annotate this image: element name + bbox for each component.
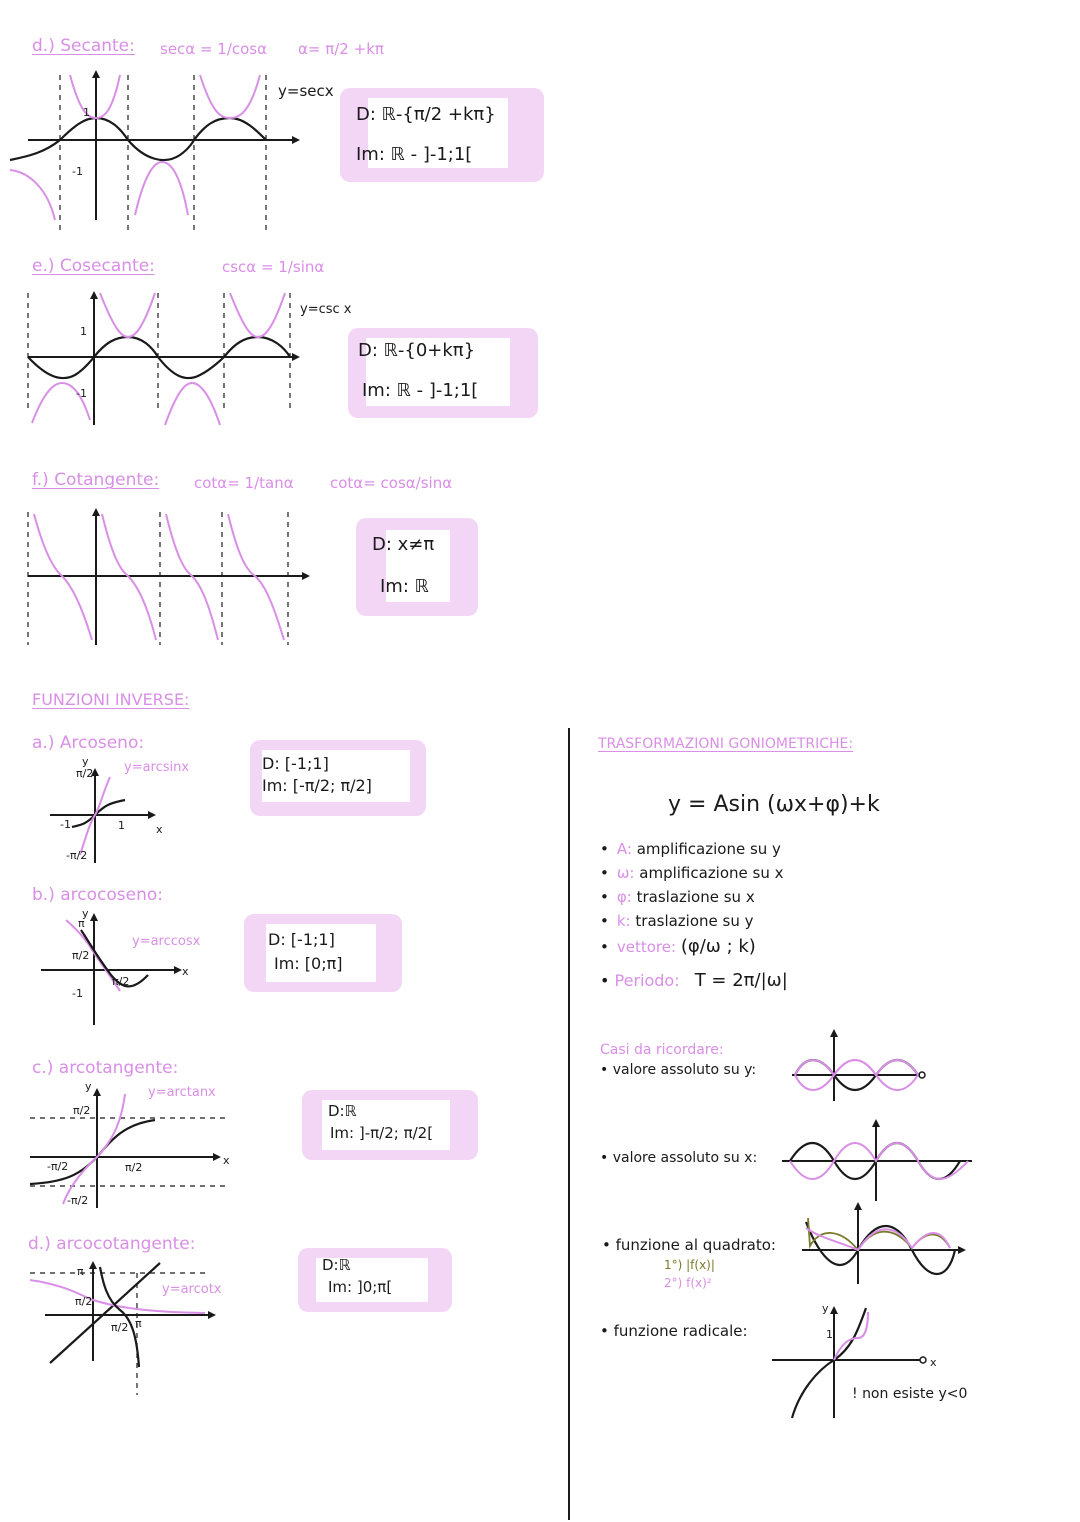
transform-item-a: • A: amplificazione su y [600,840,784,858]
transform-list [600,840,784,963]
cotangent-domain: D: x≠π [372,534,435,555]
case-abs-x-graph [780,1115,980,1205]
svg-text:π: π [78,917,85,930]
arccot-graph [25,1255,235,1395]
cotangent-highlight-box [356,518,478,616]
case-square-graph [800,1198,970,1288]
arccos-title: b.) arcocoseno: [32,885,163,905]
arcsin-curve-label: y=arcsinx [124,760,190,775]
svg-text:π/2: π/2 [72,949,90,962]
cotangent-image: Im: ℝ [380,576,429,597]
secant-image: Im: ℝ - ]-1;1[ [356,144,473,165]
column-divider [568,728,570,1520]
cotangent-definition-2: cotα= cosα/sinα [330,474,453,492]
arccos-graph [36,905,196,1030]
arcsin-domain: D: [-1;1] [262,754,329,773]
period-row: • Periodo: T = 2π/|ω| [600,970,788,991]
transform-item-k: • k: traslazione su y [600,912,784,930]
case-radical-graph [770,1300,950,1430]
svg-text:x: x [156,823,163,836]
svg-text:x: x [223,1154,230,1167]
cosecant-image: Im: ℝ - ]-1;1[ [362,380,479,401]
arccos-domain: D: [-1;1] [268,930,335,949]
transform-formula: y = Asin (ωx+φ)+k [668,792,880,817]
secant-title: d.) Secante: [32,36,135,56]
case-square-step2: 2°) f(x)² [664,1276,712,1290]
svg-text:-π/2: -π/2 [67,1194,89,1207]
cosecant-curve-label: y=csc x [300,302,352,317]
case-square-step1: 1°) |f(x)| [664,1258,715,1272]
period-label: Periodo: [614,971,680,990]
arccot-curve-label: y=arcotx [162,1282,222,1297]
arctan-domain: D:ℝ [328,1102,357,1120]
cosecant-definition: cscα = 1/sinα [222,258,325,276]
secant-highlight-box [340,88,544,182]
cosecant-graph [0,285,340,435]
svg-text:1: 1 [83,106,90,119]
svg-text:π: π [77,1265,84,1278]
case-abs-y-graph [790,1025,930,1105]
svg-text:y: y [82,907,89,920]
cases-heading: Casi da ricordare: [600,1042,724,1058]
transform-item-vector: • vettore: (φ/ω ; k) [600,936,784,957]
arccos-curve-label: y=arccosx [132,934,201,949]
arccos-image: Im: [0;π] [274,954,343,973]
cosecant-domain: D: ℝ-{0+kπ} [358,340,476,361]
arccot-title: d.) arcocotangente: [28,1234,196,1254]
svg-text:-π/2: -π/2 [66,849,88,862]
svg-text:1: 1 [826,1328,833,1341]
case-abs-x: • valore assoluto su x: [600,1150,758,1166]
secant-domain: D: ℝ-{π/2 +kπ} [356,104,496,125]
inverse-heading: FUNZIONI INVERSE: [32,690,190,709]
secant-curve-label: y=secx [278,82,334,100]
arccos-highlight-box [244,914,402,992]
secant-condition: α= π/2 +kπ [298,40,384,58]
svg-text:-1: -1 [60,818,71,831]
svg-text:π/2: π/2 [125,1161,143,1174]
svg-text:π/2: π/2 [73,1104,91,1117]
transform-item-phi: • φ: traslazione su x [600,888,784,906]
svg-text:π/2: π/2 [76,767,94,780]
cosecant-title: e.) Cosecante: [32,256,155,276]
arccot-domain: D:ℝ [322,1256,351,1274]
arcsin-image: Im: [-π/2; π/2] [262,776,372,795]
transform-heading: TRASFORMAZIONI GONIOMETRICHE: [598,736,854,752]
svg-text:x: x [930,1356,937,1369]
case-square: • funzione al quadrato: [602,1236,776,1254]
svg-text:y: y [85,1080,92,1093]
arctan-title: c.) arcotangente: [32,1058,179,1078]
svg-text:π/2: π/2 [111,1321,129,1334]
svg-text:-1: -1 [76,387,87,400]
arctan-image: Im: ]-π/2; π/2[ [330,1124,434,1142]
period-formula: T = 2π/|ω| [694,970,788,991]
svg-text:y: y [822,1302,829,1315]
svg-text:-1: -1 [72,165,83,178]
cotangent-graph [0,500,340,650]
arctan-curve-label: y=arctanx [148,1085,216,1100]
case-radical: • funzione radicale: [600,1322,748,1340]
cotangent-title: f.) Cotangente: [32,470,160,490]
case-radical-note: ! non esiste y<0 [852,1386,968,1402]
secant-definition: secα = 1/cosα [160,40,268,58]
case-abs-y: • valore assoluto su y: [600,1062,757,1078]
arcsin-title: a.) Arcoseno: [32,733,145,753]
cotangent-definition-1: cotα= 1/tanα [194,474,294,492]
svg-text:1: 1 [118,819,125,832]
svg-text:π/2: π/2 [75,1295,93,1308]
svg-text:x: x [182,965,189,978]
svg-text:y: y [82,755,89,768]
svg-text:π: π [135,1317,142,1330]
svg-text:-π/2: -π/2 [47,1160,69,1173]
svg-text:π/2: π/2 [112,975,130,988]
svg-text:1: 1 [80,325,87,338]
svg-text:-1: -1 [72,987,83,1000]
arccot-image: Im: ]0;π[ [328,1278,393,1296]
transform-item-omega: • ω: amplificazione su x [600,864,784,882]
